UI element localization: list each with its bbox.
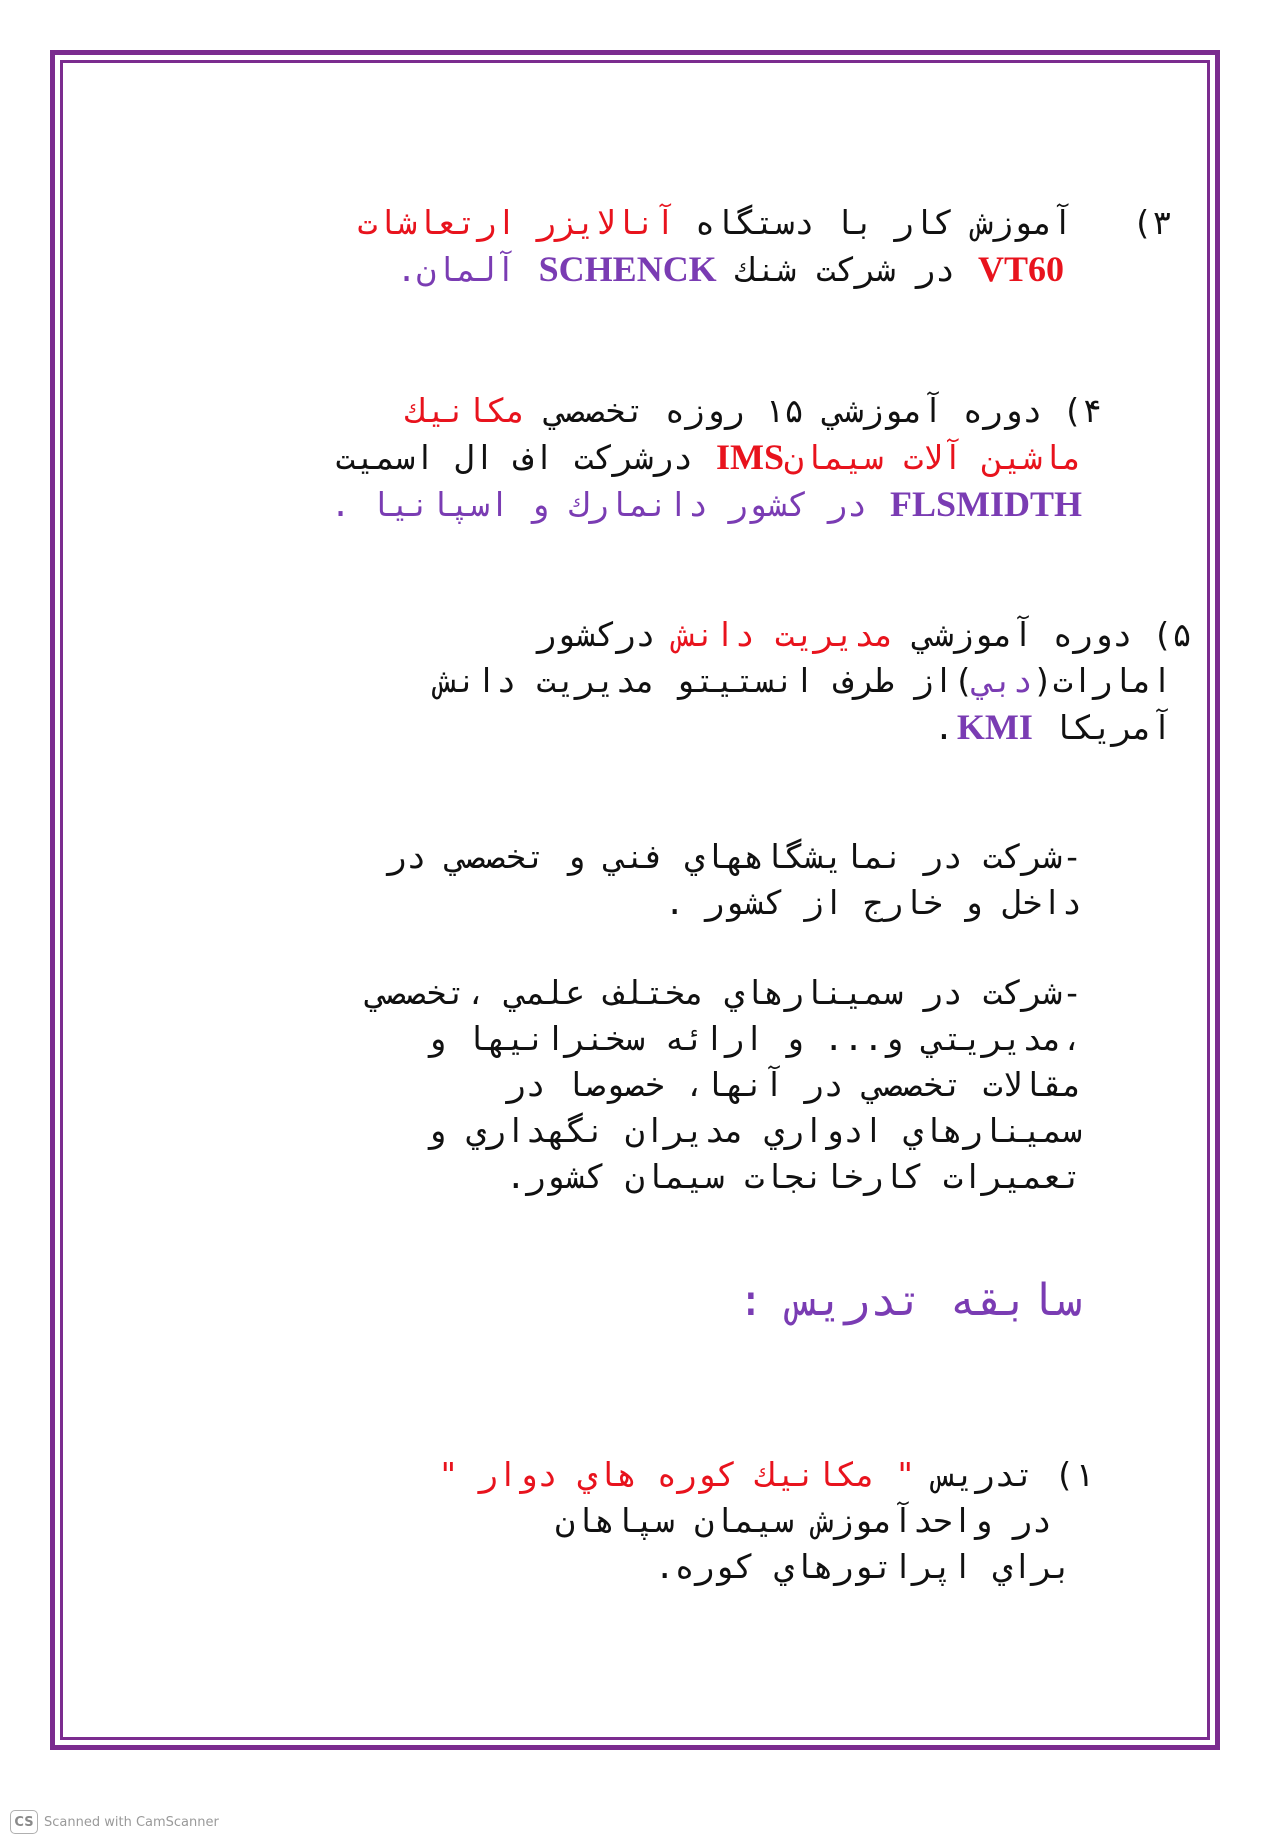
item-4-ims: IMS (715, 437, 784, 477)
teaching-heading: سابقه تدريس : (737, 1275, 1082, 1326)
item-5-institute: )از طرف انستيتو مديريت دانش (436, 661, 974, 700)
item-5-number: ۵) (1152, 615, 1192, 654)
item-5-kmi: KMI (956, 707, 1033, 747)
item-4-topic: مكانيك (406, 391, 526, 430)
item-3-line-2 (357, 246, 1064, 293)
item-5-dubai: دبي (973, 661, 1033, 700)
exhibitions-line-2: داخل و خارج از كشور . (664, 883, 1082, 922)
exhibitions-line-1: -شركت در نمايشگاههاي فني و تخصصي در (386, 837, 1082, 876)
item-3-brand: SCHENCK (538, 249, 717, 289)
item-3-country: آلمان. (396, 250, 516, 289)
teaching-item-1 (438, 1452, 1094, 1590)
seminars-line-1: -شركت در سمينارهاي مختلف علمي ،تخصصي (366, 973, 1082, 1012)
item-4-text: دوره آموزشي ۱۵ روزه تخصصي (545, 391, 1043, 430)
exhibitions-paragraph (387, 834, 1082, 926)
camscanner-watermark (10, 1810, 219, 1834)
item-4-brand: FLSMIDTH (889, 484, 1082, 524)
teaching-item-1-number: ۱) (1054, 1455, 1094, 1494)
item-4-line-1 (331, 388, 1102, 434)
item-5-line-3 (437, 704, 1172, 751)
camscanner-logo: CS (10, 1810, 38, 1834)
item-5-line-1 (437, 612, 1192, 658)
teaching-item-1-label: تدريس (935, 1455, 1035, 1494)
item-3-device: آنالايزر ارتعاشات (357, 203, 676, 242)
item-4-line-2 (331, 434, 1082, 481)
item-4-line-3 (331, 481, 1082, 528)
item-5-topic: مديريت دانش (675, 615, 894, 654)
seminars-line-4: سمينارهاي ادواري مديران نگهداري و (426, 1111, 1082, 1150)
item-5 (436, 612, 1192, 751)
item-4-company: درشركت اف ال اسميت (335, 438, 694, 477)
item-3-company-text: در شركت شنك (736, 250, 956, 289)
item-3-line-1 (357, 200, 1172, 246)
item-3-model: VT60 (977, 249, 1064, 289)
seminars-line-2: ،مديريتي و... و ارائه سخنرانيها و (426, 1019, 1082, 1058)
item-4-number: ۴) (1062, 391, 1102, 430)
item-5-emirates: امارات( (1032, 661, 1172, 700)
seminars-paragraph (367, 970, 1082, 1200)
item-3-number: ۳) (1132, 203, 1172, 242)
seminars-line-3: مقالات تخصصي در آنها، خصوصا در (505, 1065, 1082, 1104)
camscanner-text: Scanned with CamScanner (44, 1814, 219, 1830)
item-4 (330, 388, 1102, 528)
item-4-topic-cont: ماشين آلات سيمان (783, 438, 1082, 477)
item-5-text: دوره آموزشي (913, 615, 1133, 654)
teaching-item-1-line-1 (438, 1452, 1094, 1498)
item-3-text: آموزش كار با دستگاه (695, 203, 1073, 242)
teaching-item-1-course: " مكانيك كوره هاي دوار " (438, 1455, 916, 1494)
seminars-line-5: تعميرات كارخانجات سيمان كشور. (505, 1157, 1082, 1196)
item-5-line-2 (437, 658, 1172, 704)
teaching-item-1-line-2: در واحدآموزش سيمان سپاهان (555, 1501, 1052, 1540)
item-5-country-text: دركشور (536, 615, 656, 654)
item-4-countries: در كشور دانمارك و اسپانيا . (330, 485, 868, 524)
item-3 (357, 200, 1172, 293)
item-5-america: آمريكا (1052, 708, 1172, 747)
item-5-dot: . (934, 708, 957, 747)
teaching-item-1-line-3: براي اپراتورهاي كوره. (654, 1547, 1072, 1586)
